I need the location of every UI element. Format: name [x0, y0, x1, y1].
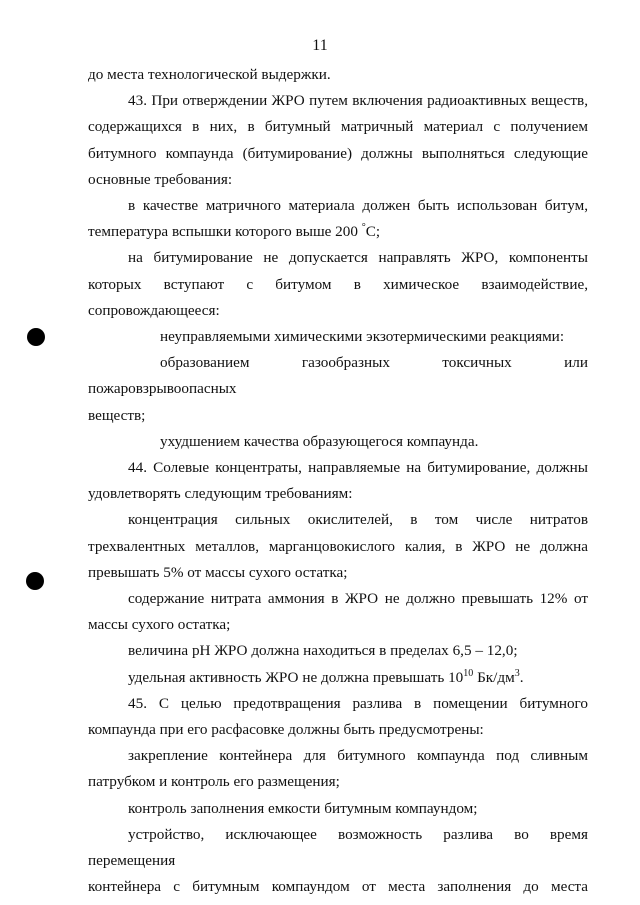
requirement-line: сопровождающееся: — [88, 301, 220, 319]
requirement-line: величина pH ЖРО должна находиться в пределах 6,5 – 12,0; — [128, 642, 518, 660]
punch-hole-mark — [27, 328, 45, 346]
requirement-line: концентрация сильных окислителей, в том числе нитратов — [128, 511, 588, 529]
requirement-line: устройство, исключающее возможность разлива во время перемещения — [88, 825, 588, 870]
requirement-line: на битумирование не допускается направлять ЖРО, компоненты — [128, 249, 588, 267]
flash-point-text: температура вспышки которого выше 200 — [88, 223, 362, 241]
page-number: 11 — [312, 37, 328, 54]
document-body — [88, 62, 588, 901]
sub-item-line: образованием газообразных токсичных или пожаровзрывоопасных — [88, 354, 588, 398]
paragraph-45-line: компаунда при его расфасовке должны быть предусмотрены: — [88, 721, 484, 739]
activity-limit-text: удельная активность ЖРО не должна превышать 10 — [128, 668, 464, 686]
requirement-line: которых вступают с битумом в химическое взаимодействие, — [88, 275, 588, 293]
text-line: до места технологической выдержки. — [88, 66, 331, 83]
requirement-line: трехвалентных металлов, марганцовокислого калия, в ЖРО не должна — [88, 537, 588, 555]
requirement-line: в качестве матричного материала должен быть использован битум, — [128, 197, 588, 215]
punch-hole-mark — [26, 572, 44, 590]
requirement-line — [88, 219, 588, 245]
requirement-line: массы сухого остатка; — [88, 616, 231, 634]
requirement-line: контроль заполнения емкости битумным компаундом; — [128, 799, 478, 817]
unit-exponent: 3 — [514, 667, 520, 679]
paragraph-43-line: содержащихся в них, в битумный матричный материал с получением — [88, 118, 588, 136]
period: . — [519, 668, 524, 686]
degree-sign: ° — [361, 222, 366, 234]
paragraph-45-line: 45. С целью предотвращения разлива в помещении битумного — [128, 694, 588, 712]
sub-item-line: ухудшением качества образующегося компаунда. — [160, 432, 479, 450]
sub-item-line: веществ; — [88, 406, 146, 424]
requirement-line: патрубком и контроль его размещения; — [88, 773, 340, 791]
requirement-line — [88, 665, 588, 691]
requirement-line: превышать 5% от массы сухого остатка; — [88, 563, 348, 581]
requirement-line: закрепление контейнера для битумного компаунда под сливным — [128, 747, 588, 765]
requirement-line: содержание нитрата аммония в ЖРО не должно превышать 12% от — [128, 590, 588, 608]
requirement-line: контейнера с битумным компаундом от места заполнения до места — [88, 878, 588, 896]
activity-unit: Бк/дм — [473, 668, 515, 686]
paragraph-43-line: 43. При отверждении ЖРО путем включения радиоактивных веществ, — [128, 92, 588, 110]
paragraph-43-line: битумного компаунда (битумирование) должны выполняться следующие — [88, 144, 588, 162]
paragraph-44-line: 44. Солевые концентраты, направляемые на битумирование, должны — [128, 459, 588, 477]
sub-item-line: неуправляемыми химическими экзотермическими реакциями: — [160, 328, 565, 346]
celsius-unit: С; — [365, 223, 381, 241]
paragraph-43-line: основные требования: — [88, 170, 233, 188]
paragraph-44-line: удовлетворять следующим требованиям: — [88, 485, 353, 503]
exponent: 10 — [463, 667, 474, 679]
